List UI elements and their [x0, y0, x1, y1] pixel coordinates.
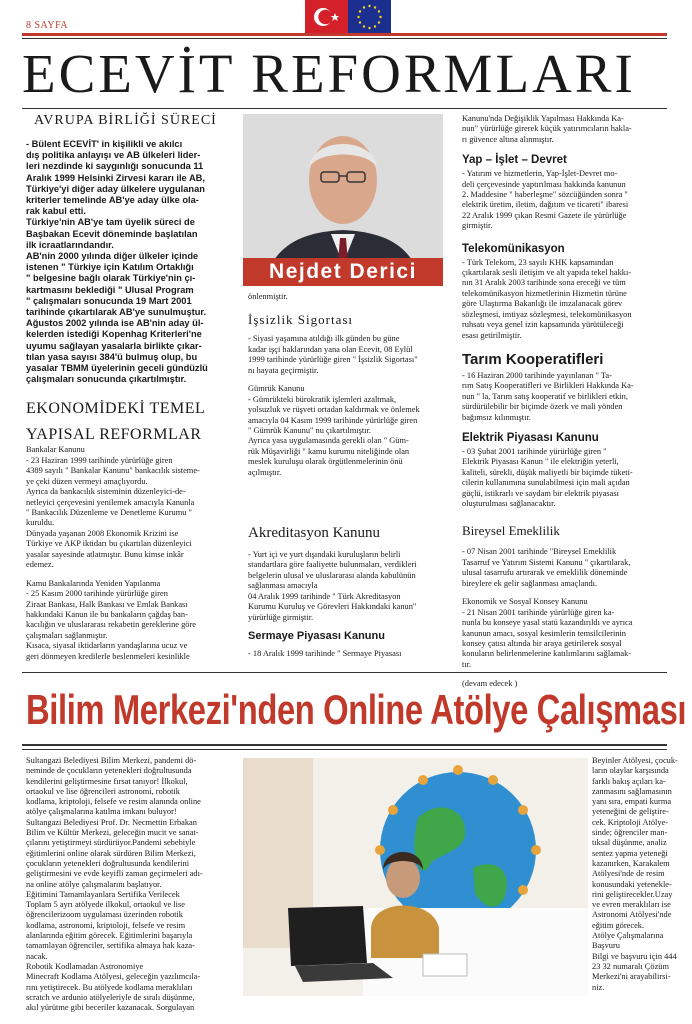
- title-rule: [22, 108, 667, 109]
- text-line: Kamu Bankalarında Yeniden Yapılanma: [26, 578, 161, 588]
- text-line: Sultangazi Belediyesi Bilim Merkezi, pandemi dö-: [26, 756, 197, 765]
- ab-bold-text: [26, 139, 238, 385]
- text-line: na online atölye çalışmalarını başlatıyor.: [26, 879, 162, 889]
- heading-capital-markets: Sermaye Piyasası Kanunu: [248, 629, 385, 642]
- text-line: çalışmaları sağlanmıştır.: [26, 630, 108, 640]
- text-line: rini geliştirecekler.Uzay: [592, 889, 673, 899]
- text-line: akıl yürütme gibi beceriler kazanacak. Sorgulayan: [26, 1003, 195, 1013]
- text-line: tıksal düşünme, analiz: [592, 838, 667, 848]
- text-line: göre Ulaştırma Bakanlığı ile imzalanacak görev: [462, 299, 623, 309]
- text-line: ilk icraatlarındandır.: [26, 239, 114, 250]
- text-line: tamamlayan öğrenciler, sertifika almaya hak kaza-: [26, 941, 195, 951]
- text-line: 4389 sayılı " Bankalar Kanunu" bankacılık sisteme-: [26, 466, 200, 476]
- heading-pension: Bireysel Emeklilik: [462, 523, 560, 539]
- heading-unemployment: İşsizlik Sigortası: [248, 312, 354, 328]
- text-line: konusundaki yetenekle-: [592, 879, 672, 889]
- header-rule-thin: [22, 38, 667, 39]
- text-line: - 21 Nisan 2001 tarihinde yürürlüğe giren ka-: [462, 607, 615, 617]
- text-line: - Bülent ECEVİT' in kişilikli ve akılcı: [26, 139, 183, 149]
- text-line: rı güvence altına alınmıştır.: [462, 134, 554, 144]
- text-line: ruhsatı veya genel izin kapsamında yürütüleceği: [462, 320, 624, 330]
- text-line: yanı sıra, empati kurma: [592, 797, 672, 807]
- page-title: ECEVİT REFORMLARI: [22, 43, 636, 104]
- text-line: 23 32 numaralı Çözüm: [592, 961, 669, 971]
- text-line: Bankalar Kanunu: [26, 445, 85, 455]
- article-banner-title: Bilim Merkezi'nden Online Atölye Çalışması: [26, 686, 687, 733]
- text-line: nunla bu konseye yasal statü kazandırıldı ve ayrıca: [462, 618, 633, 628]
- text-line: niz.: [592, 982, 605, 992]
- text-line: rak kabul etti.: [26, 206, 86, 217]
- text-line: Aralık 1999 Helsinki Zirvesi kararı ile AB,: [26, 172, 205, 183]
- text-line: standartlara göre faaliyette bulunmaları, verdikleri: [248, 560, 417, 570]
- electricity-text: [462, 447, 670, 509]
- column-3: [462, 114, 670, 688]
- economy-text: [26, 445, 238, 662]
- text-line: Kanunu'nda Değişiklik Yapılması Hakkında Ka-: [462, 114, 624, 123]
- text-line: Minecraft Kodlama Atölyesi, geleceğin yazılımcıla-: [26, 972, 201, 982]
- text-line: sözleşmesi, imtiyaz sözleşmesi, telekomünikasyon: [462, 309, 632, 319]
- text-line: yeteneğini de geliştire-: [592, 807, 669, 817]
- text-line: - Türk Telekom, 23 sayılı KHK kapsamından: [462, 257, 614, 267]
- text-line: sürdürülebilir bir biçimde özerk ve mali yönden: [462, 402, 623, 412]
- text-line: - 25 Kasım 2000 tarihinde yürürlüğe giren: [26, 589, 168, 599]
- text-line: Tasarruf ve Yatırım Sistemi Kanunu " çıkartılarak,: [462, 557, 631, 567]
- text-line: Başbakan Ecevit döneminde başlatılan: [26, 228, 198, 239]
- text-line: yolsuzluk ve rüşveti ortadan kaldırmak ve önlemek: [248, 405, 420, 415]
- text-line: - Yurt içi ve yurt dışındaki kuruluşların belirli: [248, 550, 401, 560]
- unemployment-text: [248, 334, 454, 478]
- text-line: nun " la, Tarım satış kooperatif ve birlikleri etkin,: [462, 391, 628, 401]
- text-line: Ziraat Bankası, Halk Bankası ve Emlak Bankası: [26, 599, 188, 609]
- text-line: Ekonomik ve Sosyal Konsey Kanunu: [462, 597, 588, 607]
- author-name: Nejdet Derici: [243, 258, 443, 286]
- text-line: kuruldu.: [26, 518, 55, 528]
- text-line: Başvuru: [592, 941, 620, 951]
- text-line: sinde; öğrenciler man-: [592, 828, 668, 838]
- text-line: belgelerin ulusal ve uluslararası alanda kabulünün: [248, 570, 416, 580]
- text-line: ların olaylar karşısında: [592, 766, 669, 776]
- text-line: eğitimlerini online olarak sürdüren Bilim Merkezi,: [26, 848, 196, 858]
- text-line: nın 31 Aralık 2003 tarihinde sona ereceği ve tüm: [462, 278, 626, 288]
- heading-telecom: Telekomünikasyon: [462, 242, 565, 255]
- text-line: kendilerini geliştirmesine fırsat tanıyor! İlkokul,: [26, 776, 188, 786]
- text-line: 04 Aralık 1999 tarihinde " Türk Akreditasyon: [248, 591, 401, 601]
- text-line: çılarını yetiştirmeyi sürdürüyor.Pandemi sebebiyle: [26, 838, 196, 848]
- heading-line-1: EKONOMİDEKİ TEMEL: [26, 400, 206, 418]
- text-line: yasalar TBMM üyelerinin geceli gündüzlü: [26, 363, 208, 374]
- text-line: netleyici çerçevesini yenilemek amacıyla Kanunla: [26, 497, 195, 507]
- article-right-column: [592, 756, 678, 1018]
- text-line: tılan yasa sayısı 384'ü bulmuş olup, bu: [26, 351, 198, 362]
- text-line: - Yatırım ve hizmetlerin, Yap-İşlet-Devret mo-: [462, 169, 618, 179]
- bottom-rule-top: [22, 672, 667, 673]
- text-line: scratch ve ardunio atölyeleriyle de sıralı düşünme,: [26, 992, 195, 1002]
- heading-accreditation: Akreditasyon Kanunu: [248, 525, 381, 542]
- text-line: cek. Kriptoloji Atölye-: [592, 817, 669, 827]
- text-line: bağımsız kılınmıştır.: [462, 412, 531, 422]
- article-left-text: [26, 756, 240, 1013]
- text-line: konsey çatısı altında bir araya getirilerek sosyal: [462, 639, 622, 649]
- text-line: eğitim görecek.: [592, 920, 645, 930]
- article-left-column: [26, 756, 240, 1018]
- heading-agri-coops: Tarım Kooperatifleri: [462, 350, 604, 368]
- column-2: [248, 292, 454, 662]
- text-line: tır.: [462, 659, 472, 669]
- text-line: Kısaca, siyasal iktidarların yandaşlarına ucuz ve: [26, 641, 188, 651]
- telecom-text: [462, 258, 670, 341]
- text-line: " Gümrük Kanunu" nu çıkartılmıştır.: [248, 426, 371, 436]
- text-line: (devam edecek ): [462, 678, 518, 688]
- text-line: " Bankacılık Düzenleme ve Denetleme Kurumu ": [26, 507, 192, 517]
- text-line: Merkezi'ni arayabilirsi-: [592, 972, 671, 982]
- text-line: öğrencilerizoom uygulaması üzerinden robotik: [26, 910, 183, 920]
- text-line: rım Satış Kooperatifleri ve Birlikleri Hakkında Ka-: [462, 381, 634, 391]
- article-photo: [243, 758, 588, 996]
- text-line: kazanırken, Karakalem: [592, 858, 670, 868]
- text-line: - 16 Haziran 2000 tarihinde yayınlanan " Ta-: [462, 370, 612, 380]
- text-line: esası getirilmiştir.: [462, 330, 522, 340]
- agri-coops-text: [462, 371, 670, 423]
- text-line: leri nezdinde ki saygınlığı sonucunda 11: [26, 161, 204, 172]
- text-line: çocukların yetenekleri doğrultusunda kendilerini: [26, 858, 190, 868]
- text-line: Türkiye'nin AB'ye tam üyelik süreci de: [26, 217, 195, 228]
- author-photo: [243, 114, 443, 286]
- text-line: kaliteli, sürekli, düşük maliyetli bir biçimde tüketi-: [462, 467, 633, 477]
- text-line: açılmıştır.: [248, 467, 282, 477]
- text-line: kodlama, astronomi, kriptoloji, felsefe ve resim: [26, 920, 186, 930]
- text-line: elektrik üretim, iletim, dağıtım ve ticareti" ibaresi: [462, 200, 629, 210]
- text-line: - 07 Nisan 2001 tarihinde "Bireysel Emeklilik: [462, 547, 617, 557]
- text-line: nun" yürürlüğe girerek küçük yatırımcıların hakla-: [462, 124, 632, 134]
- text-line: bireylere ek gelir sağlanması amaçlandı.: [462, 578, 598, 588]
- text-line: kacılığın ve uluslararası rekabetin gereklerine göre: [26, 620, 196, 630]
- text-line: güçlü, istikrarlı ve saydam bir elektrik piyasası: [462, 488, 619, 498]
- text-line: sentez yapma yeteneği: [592, 848, 668, 858]
- text-line: telekomünikasyon hizmetlerinin Hizmetin türüne: [462, 288, 627, 298]
- build-operate-text: [462, 169, 670, 231]
- text-line: çıkartılarak sesli iletişim ve alt yapıda tekel hakkı-: [462, 268, 632, 278]
- text-line: ye çeki düzen vermeyi amaçlıyordu.: [26, 476, 148, 486]
- text-line: hakkındaki Kanun ile bu bankaların çağdaş ban-: [26, 609, 188, 619]
- text-line: girmiştir.: [462, 221, 493, 231]
- text-line: Ayrıca yasa uygulamasında gerekli olan " Güm-: [248, 436, 409, 446]
- text-line: uyumu sağlayan yasalarla birlikte çıkar-: [26, 340, 202, 351]
- text-line: rını yetiştirecek. Bu atölyede kodlama meraklıları: [26, 982, 193, 992]
- text-line: Türkiye'yi diğer aday ülkelere uygulanan: [26, 183, 205, 194]
- text-line: atölye çalışmalarına katılma imkanı buluyor!: [26, 807, 177, 817]
- continued-line: önlenmiştir.: [248, 292, 288, 301]
- text-line: ve evren meraklıları ise: [592, 900, 671, 910]
- text-line: kodlama, kriptoloji, felsefe ve resim alanında online: [26, 797, 201, 807]
- text-line: neminde de çocukların yetenekleri doğrultusunda: [26, 766, 192, 776]
- text-line: kriterler temelinde AB'ye aday ülke ola-: [26, 195, 199, 206]
- text-line: [248, 376, 454, 384]
- text-line: Türkiye ve AKP iktidarı bu çıkartılan düzenleyici: [26, 539, 192, 549]
- text-line: - Gümrükteki bürokratik işlemleri azaltmak,: [248, 394, 397, 404]
- text-line: 2. Maddesine " haberleşme" sözcüğünden sonra ": [462, 190, 628, 200]
- text-line: AB'nin 2000 yılında diğer ülkeler içinde: [26, 251, 199, 262]
- pension-text: [462, 547, 670, 689]
- text-line: geliştirmesini ve evde keyifli zaman geçirmeleri adı-: [26, 869, 203, 879]
- text-line: deli çerçevesinde yaptırılması hakkında kanunun: [462, 179, 626, 189]
- text-line: nacak.: [26, 951, 48, 961]
- column-1: [26, 113, 238, 665]
- text-line: " belgesine bağlı olarak Türkiye'nin çı-: [26, 273, 196, 284]
- text-line: kanunun amacı, sosyal kesimlerin temsilcilerinin: [462, 628, 626, 638]
- text-line: edemez.: [26, 559, 54, 569]
- heading-build-operate: Yap – İşlet – Devret: [462, 154, 567, 167]
- text-line: - 03 Şubat 2001 tarihinde yürürlüğe giren ": [462, 446, 607, 456]
- text-line: kadar işçi haklarından yana olan Ecevit, 08 Eylül: [248, 344, 413, 354]
- text-line: Ayrıca da bankacılık sisteminin düzenleyici-de-: [26, 487, 186, 497]
- text-line: " çalışmaları sonucunda 19 Mart 2001: [26, 295, 192, 306]
- text-line: cilerin kullanımına sunulabilmesi için mali açıdan: [462, 478, 630, 488]
- text-line: Atölyesi'nde de resim: [592, 869, 665, 879]
- text-line: Robotik Kodlamadan Astronomiye: [26, 961, 144, 971]
- text-line: Astronomi Atölyesi'nde: [592, 910, 672, 920]
- text-line: rük Müşavirliği " kamu kurumu niteliğinde olan: [248, 446, 410, 456]
- text-line: Ağustos 2002 yılında ise AB'nin aday ül-: [26, 318, 204, 329]
- text-line: zanmasını sağlamasının: [592, 786, 672, 796]
- section-heading-economy: [26, 399, 238, 445]
- text-line: alanlarında eğitim görecek. Eğitimlerini başarıyla: [26, 931, 193, 941]
- text-line: Beyinler Atölyesi, çocuk-: [592, 756, 678, 765]
- text-line: Elektrik Piyasası Kanun " ile elektriğin yeterli,: [462, 457, 619, 467]
- text-line: sağlanması amacıyla: [248, 581, 318, 591]
- text-line: oluşturulması sağlanacaktır.: [462, 498, 556, 508]
- text-line: Kurumu Kuruluş ve Görevleri Hakkındaki kanun": [248, 602, 417, 612]
- text-line: Gümrük Kanunu: [248, 384, 305, 394]
- text-line: - 18 Aralık 1999 tarihinde " Sermaye Piyasası: [248, 648, 402, 658]
- text-line: - 23 Haziran 1999 tarihinde yürürlüğe giren: [26, 455, 173, 465]
- text-line: ulusal tasarrufu artırarak ve emeklilik döneminde: [462, 568, 628, 578]
- text-line: nı hayata geçirmiştir.: [248, 365, 319, 375]
- text-line: amacıyla 04 Kasım 1999 tarihinde yürürlüğe giren: [248, 415, 418, 425]
- turkey-eu-flag-logo: [305, 0, 391, 34]
- text-line: geri dönmeyen kredilerle beslenmeleri kesinlikle: [26, 651, 190, 661]
- banner-rule: [22, 744, 667, 746]
- text-line: tarihinde çıkartılarak AB'ye sunulmuştur.: [26, 307, 207, 318]
- text-line: konuların belirlenmelerine katılımlarını sağlamak-: [462, 649, 632, 659]
- banner-rule-thin: [22, 749, 667, 750]
- text-line: Eğitimini Tamamlayanlara Sertifika Verilecek: [26, 889, 180, 899]
- text-line: 1999 tarihinde yürürlüğe giren " İşsizlik Sigortası": [248, 355, 418, 365]
- col3-intro-text: [462, 114, 670, 145]
- text-line: 22 Aralık 1999 çıkan Resmi Gazete ile yürürlüğe: [462, 210, 627, 220]
- article-right-text: [592, 756, 678, 993]
- capital-markets-text: [248, 649, 454, 659]
- text-line: Bilgi ve başvuru için 444: [592, 951, 677, 961]
- text-line: Bilim ve Kültür Merkezi, geleceğin mucit ve sanat-: [26, 828, 199, 838]
- text-line: kelerden istediği Kopenhag Kriterleri'ne: [26, 329, 202, 340]
- heading-line-2: YAPISAL REFORMLAR: [26, 426, 202, 444]
- text-line: dış politika anlayışı ve AB ülkeleri lider-: [26, 150, 201, 161]
- text-line: Toplam 5 ayrı atölyede ilkokul, ortaokul ve lise: [26, 900, 185, 910]
- text-line: kartmasını beklediği " Ulusal Program: [26, 284, 194, 295]
- text-line: yasalar sayesinde atlatmıştır. Bunu kimse inkâr: [26, 549, 184, 559]
- accreditation-text: [248, 550, 454, 623]
- text-line: Dünyada yaşanan 2008 Ekonomik Krizini ise: [26, 528, 179, 538]
- header-rule-top: [22, 33, 667, 36]
- text-line: - Siyasi yaşamına atıldığı ilk günden bu güne: [248, 334, 400, 344]
- text-line: ortaokul ve lise öğrencileri astronomi, robotik: [26, 786, 180, 796]
- text-line: yürürlüğe girmiştir.: [248, 612, 314, 622]
- section-heading-ab: AVRUPA BİRLİĞİ SÜRECİ: [34, 113, 217, 128]
- heading-electricity: Elektrik Piyasası Kanunu: [462, 431, 599, 444]
- text-line: [26, 570, 238, 578]
- text-line: [462, 589, 670, 597]
- text-line: Atölye Çalışmalarına: [592, 931, 664, 941]
- page-number: 8 SAYFA: [26, 20, 69, 31]
- text-line: istenen " Türkiye için Katılım Ortaklığı: [26, 262, 194, 273]
- text-line: meslek kuruluşu olarak örgütlenmelerinin önü: [248, 457, 403, 467]
- text-line: Sultangazi Belediyesi Prof. Dr. Necmettin Erbakan: [26, 817, 197, 827]
- text-line: çalışmaları sonucunda çıkartılmıştır.: [26, 374, 187, 385]
- text-line: farklı bakış açıları ka-: [592, 776, 666, 786]
